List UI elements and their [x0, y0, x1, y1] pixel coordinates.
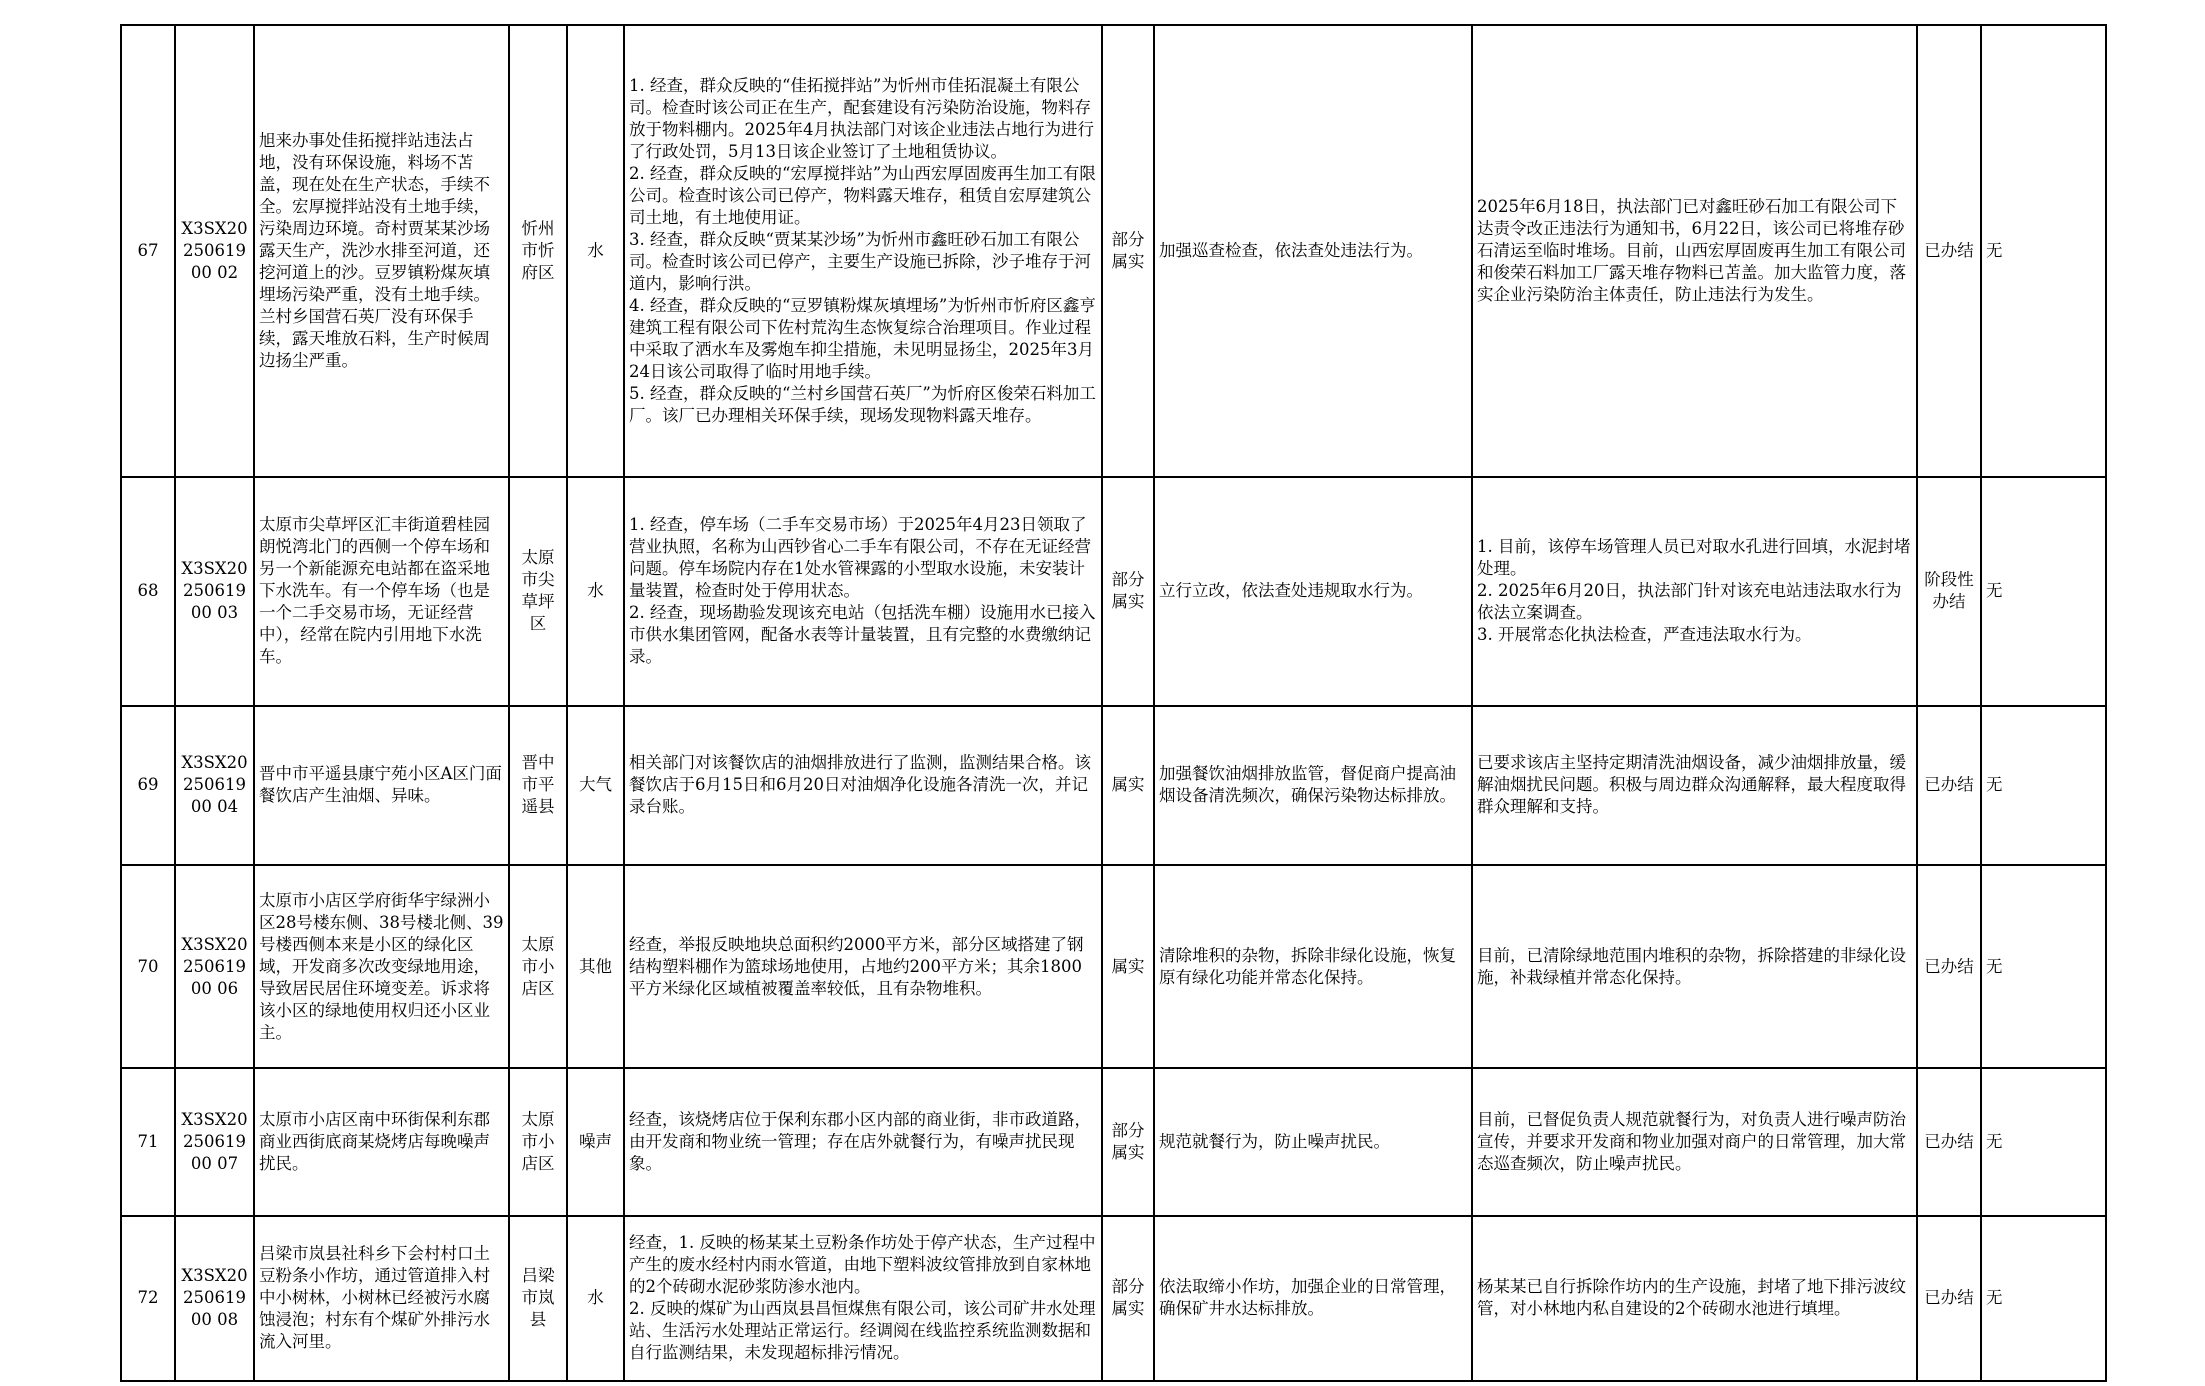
finding-item: 经查，该烧烤店位于保利东郡小区内部的商业街，非市政道路，由开发商和物业统一管理；存在店外就餐行为，有噪声扰民现象。 [629, 1110, 1091, 1174]
finding-item: 1. 经查，群众反映的“佳拓搅拌站”为忻州市佳拓混凝土有限公司。检查时该公司正在生产，配套建设有污染防治设施，物料存放于物料棚内。2025年4月执法部门对该企业违法占地行为进行了行政处罚，5月13日该企业签订了土地租赁协议。 [629, 75, 1094, 161]
rectification-measures: 立行立改，依法查处违规取水行为。 [1154, 477, 1472, 706]
handling-result: 目前，已督促负责人规范就餐行为，对负责人进行噪声防治宣传，并要求开发商和物业加强对商户的日常管理，加大常态巡查频次，防止噪声扰民。 [1472, 1068, 1917, 1216]
finding-item: 1. 经查，停车场（二手车交易市场）于2025年4月23日领取了营业执照，名称为山西钞省心二手车有限公司，不存在无证经营问题。停车场院内存在1处水管裸露的小型取水设施，未安装计量装置，检查时处于停用状态。 [629, 515, 1091, 601]
rectification-measures: 依法取缔小作坊，加强企业的日常管理，确保矿井水达标排放。 [1154, 1216, 1472, 1381]
pollution-type: 其他 [567, 865, 624, 1068]
table-row [121, 25, 2106, 477]
handling-result: 目前，已清除绿地范围内堆积的杂物，拆除搭建的非绿化设施，补栽绿植并常态化保持。 [1472, 865, 1917, 1068]
table-row [121, 1216, 2106, 1381]
investigation-findings [624, 477, 1102, 706]
pollution-type: 噪声 [567, 1068, 624, 1216]
result-item: 2. 2025年6月20日，执法部门针对该充电站违法取水行为依法立案调查。 [1477, 581, 1902, 623]
handling-result [1472, 477, 1917, 706]
result-item: 1. 目前，该停车场管理人员已对取水孔进行回填，水泥封堵处理。 [1477, 537, 1911, 579]
finding-item: 相关部门对该餐饮店的油烟排放进行了监测，监测结果合格。该餐饮店于6月15日和6月20日对油烟净化设施各清洗一次，并记录台账。 [629, 753, 1091, 817]
row-number: 67 [121, 25, 175, 477]
verdict: 部分属实 [1102, 1216, 1154, 1381]
complaint-content: 太原市小店区南中环街保利东郡商业西街底商某烧烤店每晚噪声扰民。 [254, 1068, 509, 1216]
handling-result: 已要求该店主坚持定期清洗油烟设备，减少油烟排放量，缓解油烟扰民问题。积极与周边群众沟通解释，最大程度取得群众理解和支持。 [1472, 706, 1917, 865]
pollution-type: 水 [567, 477, 624, 706]
finding-item: 2. 反映的煤矿为山西岚县昌恒煤焦有限公司，该公司矿井水处理站、生活污水处理站正常运行。经调阅在线监控系统监测数据和自行监测结果，未发现超标排污情况。 [629, 1299, 1096, 1363]
handling-result: 2025年6月18日，执法部门已对鑫旺砂石加工有限公司下达责令改正违法行为通知书，6月22日，该公司已将堆存砂石清运至临时堆场。目前，山西宏厚固废再生加工有限公司和俊荣石料加工厂露天堆存物料已苫盖。加大监管力度，落实企业污染防治主体责任，防止违法行为发生。 [1472, 25, 1917, 477]
finding-item: 经查，举报反映地块总面积约2000平方米，部分区域搭建了钢结构塑料棚作为篮球场地使用，占地约200平方米；其余1800平方米绿化区域植被覆盖率较低，且有杂物堆积。 [629, 934, 1084, 998]
accountability: 无 [1981, 865, 2106, 1068]
table-row [121, 477, 2106, 706]
status: 已办结 [1917, 25, 1981, 477]
table-row [121, 1068, 2106, 1216]
table-row [121, 706, 2106, 865]
pollution-type: 水 [567, 25, 624, 477]
row-number: 69 [121, 706, 175, 865]
case-code: X3SX2025061900 02 [175, 25, 254, 477]
investigation-findings [624, 25, 1102, 477]
verdict: 部分属实 [1102, 25, 1154, 477]
finding-item: 2. 经查，现场勘验发现该充电站（包括洗车棚）设施用水已接入市供水集团管网，配备水表等计量装置，且有完整的水费缴纳记录。 [629, 603, 1096, 667]
region: 太原市尖草坪区 [509, 477, 567, 706]
status: 已办结 [1917, 865, 1981, 1068]
row-number: 70 [121, 865, 175, 1068]
finding-item: 4. 经查，群众反映的“豆罗镇粉煤灰填埋场”为忻州市忻府区鑫亨建筑工程有限公司下佐村荒沟生态恢复综合治理项目。作业过程中采取了洒水车及雾炮车抑尘措施，未见明显扬尘，2025年3月24日该公司取得了临时用地手续。 [629, 295, 1096, 381]
region: 晋中市平遥县 [509, 706, 567, 865]
row-number: 72 [121, 1216, 175, 1381]
handling-result: 杨某某已自行拆除作坊内的生产设施，封堵了地下排污波纹管，对小林地内私自建设的2个砖砌水池进行填埋。 [1472, 1216, 1917, 1381]
rectification-measures: 规范就餐行为，防止噪声扰民。 [1154, 1068, 1472, 1216]
pollution-type: 水 [567, 1216, 624, 1381]
accountability: 无 [1981, 477, 2106, 706]
result-item: 3. 开展常态化执法检查，严查违法取水行为。 [1477, 625, 1812, 645]
verdict: 属实 [1102, 706, 1154, 865]
case-code: X3SX2025061900 06 [175, 865, 254, 1068]
region: 忻州市忻府区 [509, 25, 567, 477]
rectification-measures: 加强餐饮油烟排放监管，督促商户提高油烟设备清洗频次，确保污染物达标排放。 [1154, 706, 1472, 865]
investigation-findings [624, 1216, 1102, 1381]
region: 太原市小店区 [509, 865, 567, 1068]
investigation-findings [624, 865, 1102, 1068]
finding-item: 经查，1. 反映的杨某某土豆粉条作坊处于停产状态，生产过程中产生的废水经村内雨水管道，由地下塑料波纹管排放到自家林地的2个砖砌水泥砂浆防渗水池内。 [629, 1233, 1096, 1297]
complaint-content: 晋中市平遥县康宁苑小区A区门面餐饮店产生油烟、异味。 [254, 706, 509, 865]
investigation-findings [624, 706, 1102, 865]
status: 已办结 [1917, 1068, 1981, 1216]
case-code: X3SX2025061900 04 [175, 706, 254, 865]
complaint-content: 旭来办事处佳拓搅拌站违法占地，没有环保设施，料场不苫盖，现在处在生产状态，手续不全。宏厚搅拌站没有土地手续，污染周边环境。奇村贾某某沙场露天生产，洗沙水排至河道，还挖河道上的沙。豆罗镇粉煤灰填埋场污染严重，没有土地手续。兰村乡国营石英厂没有环保手续，露天堆放石料，生产时候周边扬尘严重。 [254, 25, 509, 477]
region: 吕梁市岚县 [509, 1216, 567, 1381]
finding-item: 2. 经查，群众反映的“宏厚搅拌站”为山西宏厚固废再生加工有限公司。检查时该公司已停产，物料露天堆存，租赁自宏厚建筑公司土地，有土地使用证。 [629, 163, 1096, 227]
pollution-type: 大气 [567, 706, 624, 865]
finding-item: 3. 经查，群众反映“贾某某沙场”为忻州市鑫旺砂石加工有限公司。检查时该公司已停产，主要生产设施已拆除，沙子堆存于河道内，影响行洪。 [629, 229, 1091, 293]
case-code: X3SX2025061900 08 [175, 1216, 254, 1381]
accountability: 无 [1981, 1216, 2106, 1381]
verdict: 属实 [1102, 865, 1154, 1068]
case-code: X3SX2025061900 03 [175, 477, 254, 706]
complaint-content: 吕梁市岚县社科乡下会村村口土豆粉条小作坊，通过管道排入村中小树林，小树林已经被污水腐蚀浸泡；村东有个煤矿外排污水流入河里。 [254, 1216, 509, 1381]
rectification-measures: 清除堆积的杂物，拆除非绿化设施，恢复原有绿化功能并常态化保持。 [1154, 865, 1472, 1068]
verdict: 部分属实 [1102, 1068, 1154, 1216]
case-code: X3SX2025061900 07 [175, 1068, 254, 1216]
verdict: 部分属实 [1102, 477, 1154, 706]
status: 已办结 [1917, 706, 1981, 865]
finding-item: 5. 经查，群众反映的“兰村乡国营石英厂”为忻府区俊荣石料加工厂。该厂已办理相关环保手续，现场发现物料露天堆存。 [629, 383, 1096, 425]
rectification-measures: 加强巡查检查，依法查处违法行为。 [1154, 25, 1472, 477]
row-number: 71 [121, 1068, 175, 1216]
complaint-content: 太原市尖草坪区汇丰街道碧桂园朗悦湾北门的西侧一个停车场和另一个新能源充电站都在盗采地下水洗车。有一个停车场（也是一个二手交易市场，无证经营中），经常在院内引用地下水洗车。 [254, 477, 509, 706]
investigation-findings [624, 1068, 1102, 1216]
row-number: 68 [121, 477, 175, 706]
status: 已办结 [1917, 1216, 1981, 1381]
accountability: 无 [1981, 706, 2106, 865]
region: 太原市小店区 [509, 1068, 567, 1216]
accountability: 无 [1981, 25, 2106, 477]
complaint-table [120, 24, 2107, 1382]
accountability: 无 [1981, 1068, 2106, 1216]
table-row [121, 865, 2106, 1068]
status: 阶段性办结 [1917, 477, 1981, 706]
complaint-content: 太原市小店区学府街华宇绿洲小区28号楼东侧、38号楼北侧、39号楼西侧本来是小区的绿化区域，开发商多次改变绿地用途，导致居民居住环境变差。诉求将该小区的绿地使用权归还小区业主。 [254, 865, 509, 1068]
